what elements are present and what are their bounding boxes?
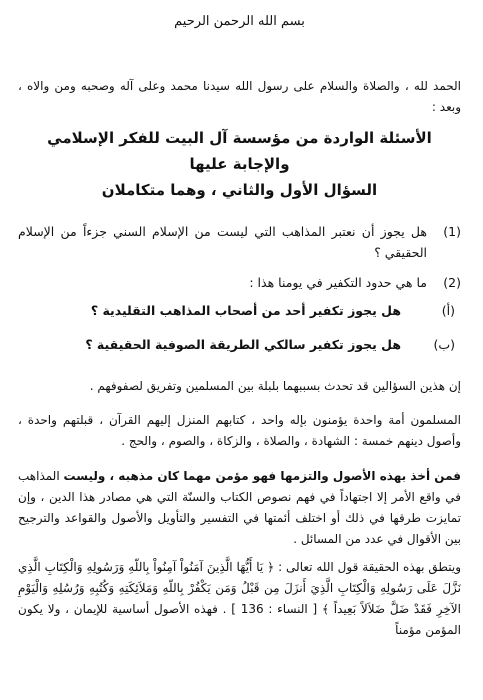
sub-question-text: هل يجوز تكفير سالكي الطريقة الصوفية الحقيقية ؟ (85, 337, 401, 352)
sub-question-b (18, 334, 461, 355)
section-title: السؤال الأول والثاني ، وهما متكاملان (101, 181, 378, 199)
paragraph-body: المذاهب في واقع الأمر إلا اجتهاداً في فهم نصوص الكتاب والسنّة التي هي مصادر هذا الدين ، وإن تمايزت طرقها في ذلك أو اختلف أئمتها في التفسير والتأويل والأصول والقواعد والترجيح بين الأقوال في عدد من المسائل . (18, 469, 461, 546)
question-2 (18, 272, 461, 293)
paragraph-tail: فهذه الأصول أساسية للإيمان ، ولا يكون المؤمن مؤمناً (18, 602, 461, 637)
question-number: (2) (443, 275, 461, 290)
intro-paragraph: الحمد لله ، والصلاة والسلام على رسول الله سيدنا محمد وعلى آله وصحبه ومن والاه ، وبعد : (18, 79, 461, 114)
main-title-continued: والإجابة عليها (189, 155, 290, 173)
paragraph-quran-verse (18, 557, 461, 641)
sub-question-letter: (أ) (441, 303, 455, 318)
quran-verse: ﴿ يَا أَيُّهَا الَّذِينَ آمَنُواْ آمِنُواْ بِاللّهِ وَرَسُولِهِ وَالْكِتَابِ الَّذِي نَزَّلَ عَلَى رَسُولِهِ وَالْكِتَابِ الَّذِيَ أَنزَلَ مِن قَبْلُ وَمَن يَكْفُرْ بِاللّهِ وَمَلاَئِكَتِهِ وَكُتُبِهِ وَرُسُلِهِ وَالْيَوْمِ الآخِرِ فَقَدْ ضَلَّ ضَلاَلاً بَعِيداً ﴾ (18, 560, 461, 616)
paragraph-division: إن هذين السؤالين قد تحدث بسببهما بلبلة بين المسلمين وتفريق لصفوفهم . (89, 379, 461, 393)
question-text: ما هي حدود التكفير في يومنا هذا : (249, 275, 427, 290)
verse-reference: [ النساء : 136 ] . (222, 602, 318, 616)
main-title: الأسئلة الواردة من مؤسسة آل البيت للفكر الإسلامي (47, 129, 432, 147)
question-1 (18, 221, 461, 263)
verse-intro: ويتطق بهذه الحقيقة قول الله تعالى : (278, 560, 461, 574)
sub-question-a (18, 300, 461, 321)
question-number: (1) (443, 224, 461, 239)
sub-question-letter: (ب) (433, 337, 455, 352)
title-block (18, 125, 461, 203)
sub-question-text: هل يجوز تكفير أحد من أصحاب المذاهب التقليدية ؟ (90, 303, 401, 318)
paragraph-lead-bold: فمن أخذ بهذه الأصول والتزمها فهو مؤمن مهما كان مذهبه ، وليست (63, 469, 461, 483)
paragraph-one-ummah: المسلمون أمة واحدة يؤمنون بإله واحد ، كتابهم المنزل إليهم القرآن ، قبلتهم واحدة ، وأصول دينهم خمسة : الشهادة ، والصلاة ، والزكاة ، والصوم ، والحج . (18, 413, 461, 448)
question-text: هل يجوز أن نعتبر المذاهب التي ليست من الإسلام السني جزءاً من الإسلام الحقيقي ؟ (18, 224, 427, 260)
basmala: بسم الله الرحمن الرحيم (174, 14, 305, 29)
paragraph-madhhabs (18, 466, 461, 550)
